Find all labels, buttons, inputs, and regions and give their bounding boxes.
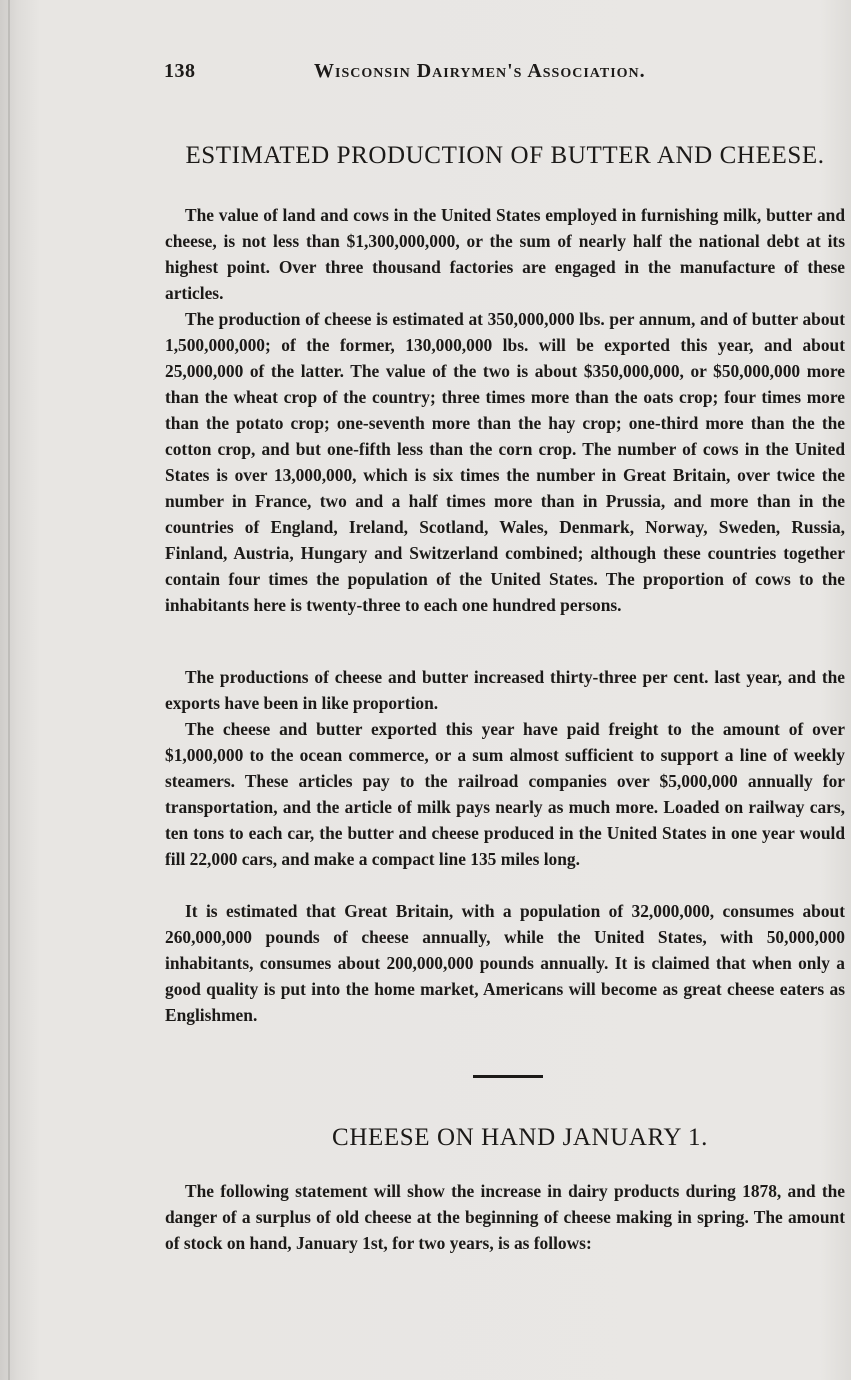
section-heading-estimated-production: ESTIMATED PRODUCTION OF BUTTER AND CHEESE.: [185, 142, 825, 169]
paragraph: The productions of cheese and butter increased thirty-three per cent. last year, and the exports have been in like proportion.: [165, 667, 845, 713]
paragraph: The following statement will show the increase in dairy products during 1878, and the danger of a surplus of old cheese at the beginning of cheese making in spring. The amount of stock on hand, January 1st, for two years, is as follows:: [165, 1181, 845, 1253]
page-edge-shadow: [8, 0, 10, 1380]
section-divider: [473, 1075, 543, 1078]
running-head: [164, 60, 704, 88]
paragraph: The value of land and cows in the United States employed in furnishing milk, butter and cheese, is not less than $1,300,000,000, or the sum of nearly half the national debt at its highest point. Over three thousand factories are engaged in the manufacture of these articles.: [165, 205, 845, 303]
running-title: Wisconsin Dairymen's Association.: [314, 60, 646, 82]
paragraph: The production of cheese is estimated at 350,000,000 lbs. per annum, and of butter about 1,500,000,000; of the former, 130,000,000 lbs. will be exported this year, and about 25,000,000 of the latter. The value of the two is about $350,000,000, or $50,000,000 more than the wheat crop of the country; three times more than the oats crop; four times more than the potato crop; one-seventh more than the hay crop; one-third more than the the cotton crop, and but one-fifth less than the corn crop. The number of cows in the United States is over 13,000,000, which is six times the number in Great Britain, over twice the number in France, two and a half times more than in Prussia, and more than in the countries of England, Ireland, Scotland, Wales, Denmark, Norway, Sweden, Russia, Finland, Austria, Hungary and Switzerland combined; although these countries together contain four times the population of the United States. The proportion of cows to the inhabitants here is twenty-three to each one hundred persons.: [165, 309, 845, 615]
section-heading-cheese-on-hand: CHEESE ON HAND JANUARY 1.: [332, 1124, 708, 1151]
paragraph: The cheese and butter exported this year have paid freight to the amount of over $1,000,000 to the ocean commerce, or a sum almost sufficient to support a line of weekly steamers. These articles pay to the railroad companies over $5,000,000 annually for transportation, and the article of milk pays nearly as much more. Loaded on railway cars, ten tons to each car, the butter and cheese produced in the United States in one year would fill 22,000 cars, and make a compact line 135 miles long.: [165, 719, 845, 869]
page-number: 138: [164, 60, 196, 82]
paragraph: It is estimated that Great Britain, with a population of 32,000,000, consumes about 260,000,000 pounds of cheese annually, while the United States, with 50,000,000 inhabitants, consumes about 200,000,000 pounds annually. It is claimed that when only a good quality is put into the home market, Americans will become as great cheese eaters as Englishmen.: [165, 901, 845, 1025]
